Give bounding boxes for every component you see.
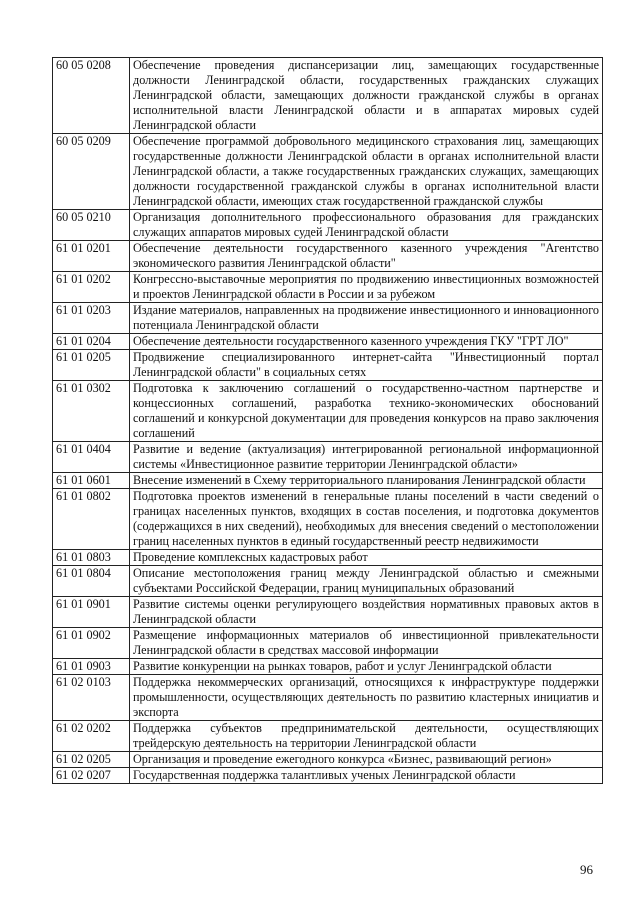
description-cell: Подготовка к заключению соглашений о государственно-частном партнерстве и концессионных соглашений, разработка технико-экономических обоснований соглашений и конкурсной документации для проведения конкурсов на право заключения соглашений xyxy=(130,381,603,442)
code-cell: 60 05 0210 xyxy=(53,210,130,241)
description-cell: Организация и проведение ежегодного конкурса «Бизнес, развивающий регион» xyxy=(130,752,603,768)
description-cell: Продвижение специализированного интернет-сайта "Инвестиционный портал Ленинградской области" в социальных сетях xyxy=(130,350,603,381)
description-cell: Развитие и ведение (актуализация) интегрированной региональной информационной системы «Инвестиционное развитие территории Ленинградской области» xyxy=(130,442,603,473)
description-cell: Обеспечение проведения диспансеризации лиц, замещающих государственные должности Ленинградской области, государственных гражданских служащих Ленинградской области, замещающих должности гражданской службы в органах исполнительной власти Ленинградской области и в аппаратах мировых судей Ленинградской области xyxy=(130,58,603,134)
code-cell: 61 02 0103 xyxy=(53,675,130,721)
table-row xyxy=(53,350,603,381)
description-cell: Обеспечение деятельности государственного казенного учреждения "Агентство экономического развития Ленинградской области" xyxy=(130,241,603,272)
table-row xyxy=(53,334,603,350)
code-cell: 61 01 0903 xyxy=(53,659,130,675)
code-cell: 61 01 0201 xyxy=(53,241,130,272)
table-row xyxy=(53,489,603,550)
description-cell: Описание местоположения границ между Ленинградской областью и смежными субъектами Российской Федерации, границ муниципальных образований xyxy=(130,566,603,597)
table-row xyxy=(53,721,603,752)
code-cell: 61 01 0804 xyxy=(53,566,130,597)
code-cell: 61 01 0203 xyxy=(53,303,130,334)
table-row xyxy=(53,628,603,659)
code-cell: 61 01 0205 xyxy=(53,350,130,381)
budget-codes-table xyxy=(52,57,603,784)
table-row xyxy=(53,210,603,241)
description-cell: Развитие конкуренции на рынках товаров, работ и услуг Ленинградской области xyxy=(130,659,603,675)
code-cell: 61 01 0802 xyxy=(53,489,130,550)
table-row xyxy=(53,566,603,597)
description-cell: Развитие системы оценки регулирующего воздействия нормативных правовых актов в Ленинградской области xyxy=(130,597,603,628)
code-cell: 61 01 0404 xyxy=(53,442,130,473)
code-cell: 61 02 0202 xyxy=(53,721,130,752)
description-cell: Организация дополнительного профессионального образования для гражданских служащих аппаратов мировых судей Ленинградской области xyxy=(130,210,603,241)
table-row xyxy=(53,752,603,768)
code-cell: 60 05 0209 xyxy=(53,134,130,210)
code-cell: 61 01 0202 xyxy=(53,272,130,303)
code-cell: 61 01 0901 xyxy=(53,597,130,628)
description-cell: Обеспечение программой добровольного медицинского страхования лиц, замещающих государственные должности Ленинградской области в органах исполнительной власти Ленинградской области, а также государственных гражданских служащих, замещающих должности государственной гражданской службы в органах исполнительной власти Ленинградской области, имеющих стаж государственной гражданской службы xyxy=(130,134,603,210)
table-row xyxy=(53,58,603,134)
code-cell: 61 01 0601 xyxy=(53,473,130,489)
code-cell: 61 01 0803 xyxy=(53,550,130,566)
page-number: 96 xyxy=(580,862,593,877)
description-cell: Подготовка проектов изменений в генеральные планы поселений в части сведений о границах населенных пунктов, входящих в состав поселения, и подготовка документов (содержащихся в них сведений), необходимых для внесения сведений о местоположении границ населенных пунктов в единый государственный реестр недвижимости xyxy=(130,489,603,550)
code-cell: 61 01 0204 xyxy=(53,334,130,350)
table-row xyxy=(53,303,603,334)
table-body xyxy=(53,58,603,784)
table-row xyxy=(53,272,603,303)
description-cell: Поддержка субъектов предпринимательской деятельности, осуществляющих трейдерскую деятельность на территории Ленинградской области xyxy=(130,721,603,752)
code-cell: 61 01 0302 xyxy=(53,381,130,442)
description-cell: Обеспечение деятельности государственного казенного учреждения ГКУ "ГРТ ЛО" xyxy=(130,334,603,350)
table-row xyxy=(53,550,603,566)
table-row xyxy=(53,597,603,628)
table-row xyxy=(53,241,603,272)
table-row xyxy=(53,675,603,721)
description-cell: Проведение комплексных кадастровых работ xyxy=(130,550,603,566)
table-row xyxy=(53,473,603,489)
table-row xyxy=(53,381,603,442)
description-cell: Конгрессно-выставочные мероприятия по продвижению инвестиционных возможностей и проектов Ленинградской области в России и за рубежом xyxy=(130,272,603,303)
code-cell: 61 01 0902 xyxy=(53,628,130,659)
table-row xyxy=(53,768,603,784)
description-cell: Государственная поддержка талантливых ученых Ленинградской области xyxy=(130,768,603,784)
description-cell: Размещение информационных материалов об инвестиционной привлекательности Ленинградской области в средствах массовой информации xyxy=(130,628,603,659)
table-row xyxy=(53,134,603,210)
table-row xyxy=(53,659,603,675)
description-cell: Поддержка некоммерческих организаций, относящихся к инфраструктуре поддержки промышленности, осуществляющих деятельность по развитию кластерных инициатив и экспорта xyxy=(130,675,603,721)
description-cell: Внесение изменений в Схему территориального планирования Ленинградской области xyxy=(130,473,603,489)
code-cell: 60 05 0208 xyxy=(53,58,130,134)
table-row xyxy=(53,442,603,473)
code-cell: 61 02 0205 xyxy=(53,752,130,768)
code-cell: 61 02 0207 xyxy=(53,768,130,784)
description-cell: Издание материалов, направленных на продвижение инвестиционного и инновационного потенциала Ленинградской области xyxy=(130,303,603,334)
